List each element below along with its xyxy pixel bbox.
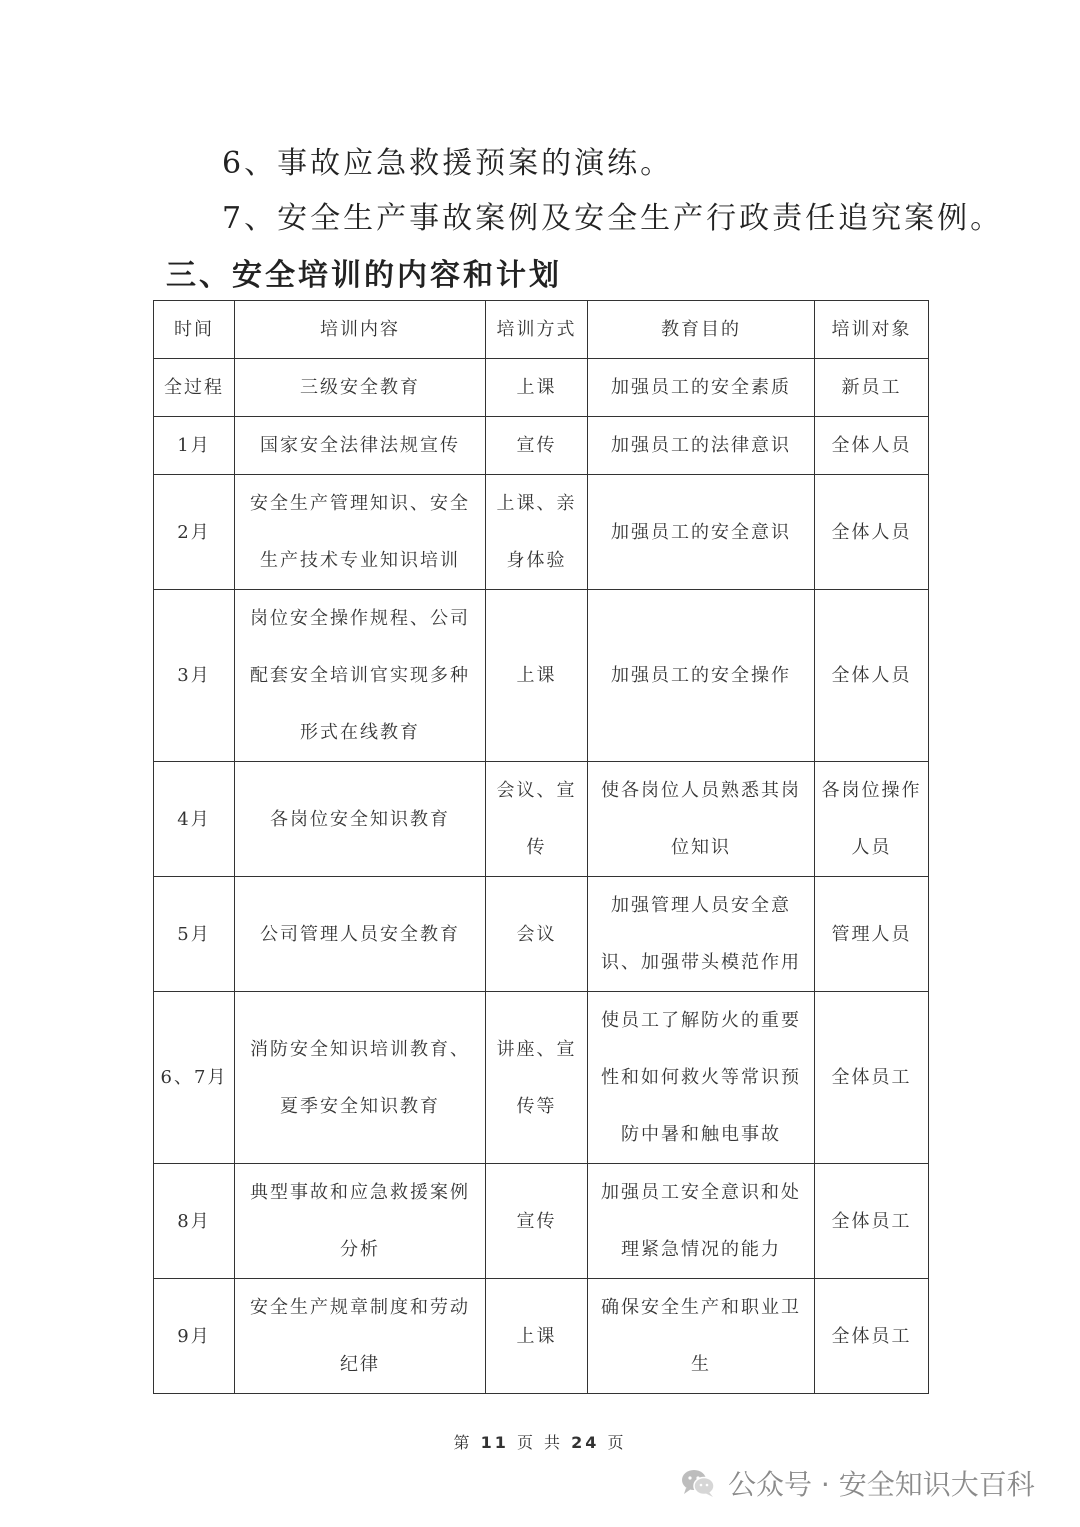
cell-content: 公司管理人员安全教育 (235, 877, 486, 992)
cell-purpose: 加强管理人员安全意识、加强带头模范作用 (588, 877, 815, 992)
cell-content: 三级安全教育 (235, 359, 486, 417)
footer-prefix: 第 (453, 1433, 473, 1452)
cell-audience: 全体人员 (815, 475, 929, 590)
cell-audience: 全体员工 (815, 1164, 929, 1279)
cell-method: 上课、亲身体验 (486, 475, 588, 590)
cell-audience: 管理人员 (815, 877, 929, 992)
cell-method: 宣传 (486, 1164, 588, 1279)
table-row (154, 1164, 929, 1279)
table-row (154, 359, 929, 417)
cell-time: 1月 (154, 417, 235, 475)
watermark-text: 公众号 · 安全知识大百科 (728, 1468, 1035, 1501)
footer-middle: 页 共 (516, 1433, 564, 1452)
cell-content: 各岗位安全知识教育 (235, 762, 486, 877)
paragraph-item-6: 6、事故应急救援预案的演练。 (222, 146, 674, 181)
cell-time: 6、7月 (154, 992, 235, 1164)
table-row (154, 877, 929, 992)
header-cell-audience: 培训对象 (815, 301, 929, 359)
cell-content: 消防安全知识培训教育、夏季安全知识教育 (235, 992, 486, 1164)
cell-method: 上课 (486, 1279, 588, 1394)
table-row (154, 1279, 929, 1394)
table-row (154, 590, 929, 762)
cell-time: 4月 (154, 762, 235, 877)
cell-time: 2月 (154, 475, 235, 590)
cell-method: 讲座、宣传等 (486, 992, 588, 1164)
cell-purpose: 加强员工安全意识和处理紧急情况的能力 (588, 1164, 815, 1279)
cell-method: 会议 (486, 877, 588, 992)
table-row (154, 762, 929, 877)
cell-time: 9月 (154, 1279, 235, 1394)
cell-audience: 全体人员 (815, 590, 929, 762)
current-page-number: 11 (480, 1433, 509, 1452)
cell-audience: 全体员工 (815, 992, 929, 1164)
cell-purpose: 使各岗位人员熟悉其岗位知识 (588, 762, 815, 877)
cell-purpose: 加强员工的安全操作 (588, 590, 815, 762)
cell-time: 8月 (154, 1164, 235, 1279)
watermark (680, 1463, 1035, 1503)
table-row (154, 417, 929, 475)
footer-suffix: 页 (607, 1433, 627, 1452)
cell-audience: 各岗位操作人员 (815, 762, 929, 877)
header-cell-content: 培训内容 (235, 301, 486, 359)
cell-audience: 新员工 (815, 359, 929, 417)
table-row (154, 992, 929, 1164)
table-row (154, 475, 929, 590)
cell-method: 上课 (486, 590, 588, 762)
cell-content: 安全生产管理知识、安全生产技术专业知识培训 (235, 475, 486, 590)
header-cell-purpose: 教育目的 (588, 301, 815, 359)
cell-content: 岗位安全操作规程、公司配套安全培训官实现多种形式在线教育 (235, 590, 486, 762)
training-plan-table (153, 300, 929, 1394)
cell-content: 国家安全法律法规宣传 (235, 417, 486, 475)
cell-content: 典型事故和应急救援案例分析 (235, 1164, 486, 1279)
cell-method: 上课 (486, 359, 588, 417)
cell-time: 5月 (154, 877, 235, 992)
header-cell-time: 时间 (154, 301, 235, 359)
cell-purpose: 加强员工的安全素质 (588, 359, 815, 417)
cell-purpose: 确保安全生产和职业卫生 (588, 1279, 815, 1394)
paragraph-item-7: 7、安全生产事故案例及安全生产行政责任追究案例。 (222, 201, 1004, 236)
header-cell-method: 培训方式 (486, 301, 588, 359)
cell-audience: 全体员工 (815, 1279, 929, 1394)
cell-time: 3月 (154, 590, 235, 762)
cell-purpose: 使员工了解防火的重要性和如何救火等常识预防中暑和触电事故 (588, 992, 815, 1164)
cell-content: 安全生产规章制度和劳动纪律 (235, 1279, 486, 1394)
cell-time: 全过程 (154, 359, 235, 417)
wechat-icon (680, 1468, 716, 1498)
cell-purpose: 加强员工的安全意识 (588, 475, 815, 590)
cell-purpose: 加强员工的法律意识 (588, 417, 815, 475)
section-heading: 三、安全培训的内容和计划 (166, 258, 562, 293)
table-header-row (154, 301, 929, 359)
total-page-number: 24 (571, 1433, 600, 1452)
cell-method: 会议、宣传 (486, 762, 588, 877)
cell-method: 宣传 (486, 417, 588, 475)
cell-audience: 全体人员 (815, 417, 929, 475)
page-footer (0, 1430, 1080, 1453)
